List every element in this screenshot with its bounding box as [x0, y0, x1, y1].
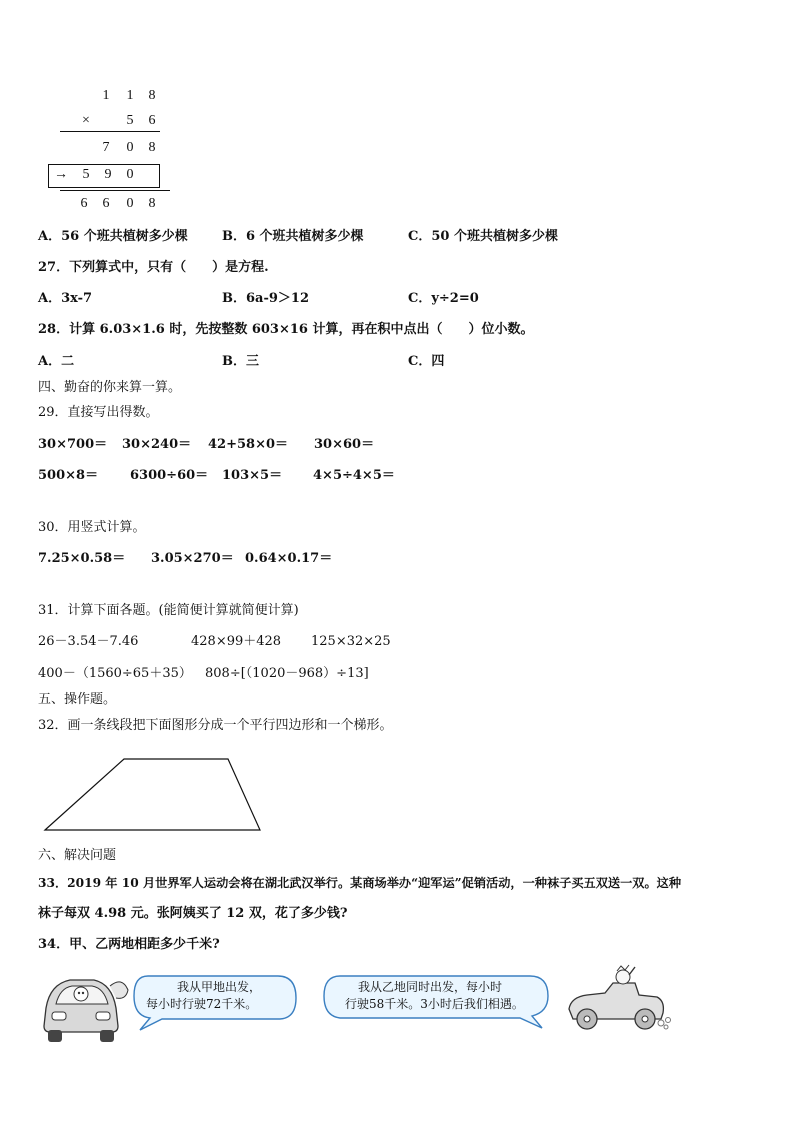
digit: 1	[102, 88, 110, 103]
q31-item: 125×32×25	[311, 634, 391, 649]
section-6-heading: 六、解决问题	[38, 848, 117, 863]
digit: 0	[126, 140, 134, 155]
q27-option-b: B．6a-9＞12	[222, 291, 309, 306]
q29-item: 42+58×0＝	[208, 437, 289, 452]
q29-item: 103×5＝	[222, 468, 283, 483]
q28-option-b: B．三	[222, 354, 259, 369]
rule-line	[60, 190, 170, 191]
rule-line	[60, 131, 160, 132]
q27-option-a: A．3x-7	[38, 291, 93, 306]
q26-option-b: B．6 个班共植树多少棵	[222, 229, 364, 244]
q30-item: 7.25×0.58＝	[38, 551, 126, 566]
digit: 9	[104, 167, 112, 182]
q31-item: 428×99＋428	[191, 634, 282, 649]
q29-item: 30×60＝	[314, 437, 375, 452]
q30-stem: 30．用竖式计算。	[38, 520, 146, 535]
convertible-car-icon	[565, 965, 675, 1035]
trapezoid-figure	[38, 752, 278, 842]
bubble2-line2: 行驶58千米。3小时后我们相遇。	[345, 997, 524, 1011]
digit: 6	[80, 196, 88, 211]
times-sign: ×	[82, 113, 90, 128]
car-icon	[36, 970, 136, 1050]
q29-item: 30×240＝	[122, 437, 192, 452]
q28-option-c: C．四	[408, 354, 445, 369]
q28-option-a: A．二	[38, 354, 75, 369]
digit: 1	[126, 88, 134, 103]
q33-line1: 33．2019 年 10 月世界军人运动会将在湖北武汉举行。某商场举办“迎军运”促销活动，一种袜子买五双送一双。这种	[38, 876, 682, 890]
q31-stem: 31．计算下面各题。(能简便计算就简便计算)	[38, 603, 299, 618]
digit: 8	[148, 196, 156, 211]
q28-stem: 28．计算 6.03×1.6 时，先按整数 603×16 计算，再在积中点出（ ）位小数。	[38, 322, 534, 337]
q26-option-c: C．50 个班共植树多少棵	[408, 229, 558, 244]
digit: 8	[148, 140, 156, 155]
q29-item: 4×5÷4×5＝	[313, 468, 395, 483]
q30-item: 3.05×270＝	[151, 551, 234, 566]
q29-item: 500×8＝	[38, 468, 99, 483]
q31-item: 26－3.54－7.46	[38, 634, 139, 649]
q27-stem: 27．下列算式中，只有（ ）是方程.	[38, 260, 269, 275]
q30-item: 0.64×0.17＝	[245, 551, 333, 566]
section-4-heading: 四、勤奋的你来算一算。	[38, 380, 182, 395]
digit: 7	[102, 140, 110, 155]
digit: 5	[126, 113, 134, 128]
q29-item: 30×700＝	[38, 437, 108, 452]
q33-line2: 袜子每双 4.98 元。张阿姨买了 12 双，花了多少钱?	[38, 906, 348, 921]
digit: 0	[126, 167, 134, 182]
digit: 0	[126, 196, 134, 211]
q31-item: 400－（1560÷65＋35）	[38, 666, 192, 681]
q32-stem: 32．画一条线段把下面图形分成一个平行四边形和一个梯形。	[38, 718, 393, 733]
q29-stem: 29．直接写出得数。	[38, 405, 159, 420]
q29-item: 6300÷60＝	[130, 468, 209, 483]
q27-option-c: C．y÷2=0	[408, 291, 479, 306]
bubble1-line1: 我从甲地出发，	[177, 980, 262, 994]
digit: 6	[148, 113, 156, 128]
arrow-icon: →	[54, 167, 68, 182]
bubble2-line1: 我从乙地同时出发，每小时	[358, 980, 503, 994]
digit: 6	[102, 196, 110, 211]
q34-stem: 34．甲、乙两地相距多少千米?	[38, 937, 220, 952]
bubble1-line2: 每小时行驶72千米。	[146, 997, 258, 1011]
q26-option-a: A．56 个班共植树多少棵	[38, 229, 188, 244]
section-5-heading: 五、操作题。	[38, 692, 117, 707]
digit: 8	[148, 88, 156, 103]
q31-item: 808÷[（1020－968）÷13]	[205, 666, 369, 681]
digit: 5	[82, 167, 90, 182]
